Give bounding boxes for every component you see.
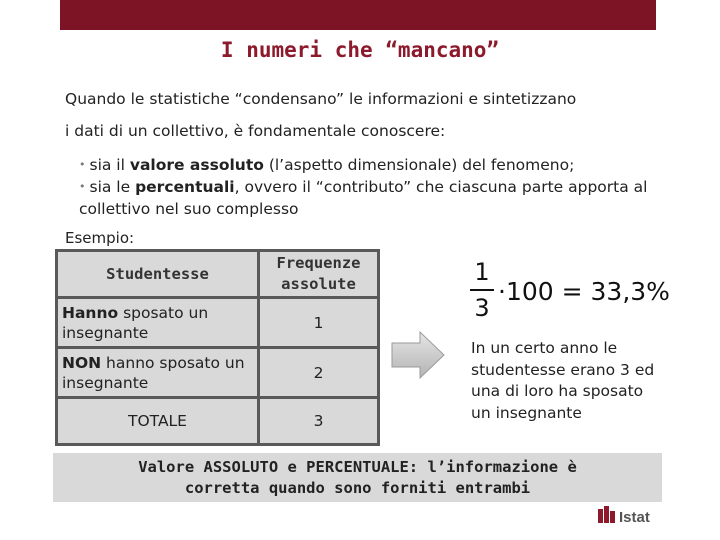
conclusion-line-2: corretta quando sono forniti entrambi — [184, 479, 531, 497]
conclusion-box — [53, 453, 662, 502]
row-label — [58, 349, 257, 396]
bullet-text: , ovvero il “contributo” che ciascuna parte apporta al collettivo nel suo complesso — [79, 178, 648, 218]
formula-expression: ·100 = 33,3% — [498, 277, 670, 306]
table-row — [58, 349, 377, 396]
fraction-numerator: 1 — [474, 258, 490, 286]
bullet-dot-icon: • — [79, 180, 86, 193]
fraction-denominator: 3 — [474, 294, 490, 322]
bullet-text: (l’aspetto dimensionale) del fenomeno; — [263, 156, 575, 174]
header-frequenze — [260, 252, 377, 296]
header-frequenze-line2: assolute — [281, 275, 356, 293]
bullet-dot-icon: • — [79, 158, 86, 171]
fraction-bar — [470, 289, 494, 291]
table-header-row — [58, 252, 377, 296]
intro-line-1: Quando le statistiche “condensano” le informazioni e sintetizzano — [65, 90, 577, 108]
conclusion-line-1: Valore ASSOLUTO e PERCENTUALE: l’informazione è — [138, 458, 577, 476]
row-value: 1 — [260, 299, 377, 346]
row-label-bold: NON — [62, 353, 102, 372]
frequency-table — [55, 249, 380, 446]
table-total-row — [58, 399, 377, 443]
bullet-emphasis: valore assoluto — [129, 156, 264, 174]
example-label: Esempio: — [65, 229, 135, 247]
bullet-item — [79, 154, 679, 176]
total-value: 3 — [260, 399, 377, 443]
row-label — [58, 299, 257, 346]
total-label: TOTALE — [58, 399, 257, 443]
example-note: In un certo anno le studentesse erano 3 ed una di loro ha sposato un insegnante — [471, 339, 655, 422]
bullet-item — [79, 176, 679, 220]
fraction — [468, 258, 496, 322]
table-row — [58, 299, 377, 346]
row-label-text: hanno sposato un insegnante — [62, 353, 245, 392]
logo-text: Istat — [619, 509, 650, 526]
row-value: 2 — [260, 349, 377, 396]
istat-logo-icon — [598, 505, 658, 527]
top-banner — [60, 0, 656, 30]
row-label-bold: Hanno — [62, 303, 119, 322]
bullet-list — [79, 154, 679, 220]
bullet-emphasis: percentuali — [135, 178, 235, 196]
intro-line-2: i dati di un collettivo, è fondamentale conoscere: — [65, 122, 446, 140]
row-label-text: sposato un insegnante — [62, 303, 209, 342]
header-studentesse: Studentesse — [58, 252, 257, 296]
header-frequenze-line1: Frequenze — [276, 254, 361, 272]
bullet-text: sia il — [89, 156, 130, 174]
bullet-text: sia le — [89, 178, 136, 196]
right-arrow-icon — [390, 330, 446, 380]
slide-title: I numeri che “mancano” — [220, 38, 500, 62]
